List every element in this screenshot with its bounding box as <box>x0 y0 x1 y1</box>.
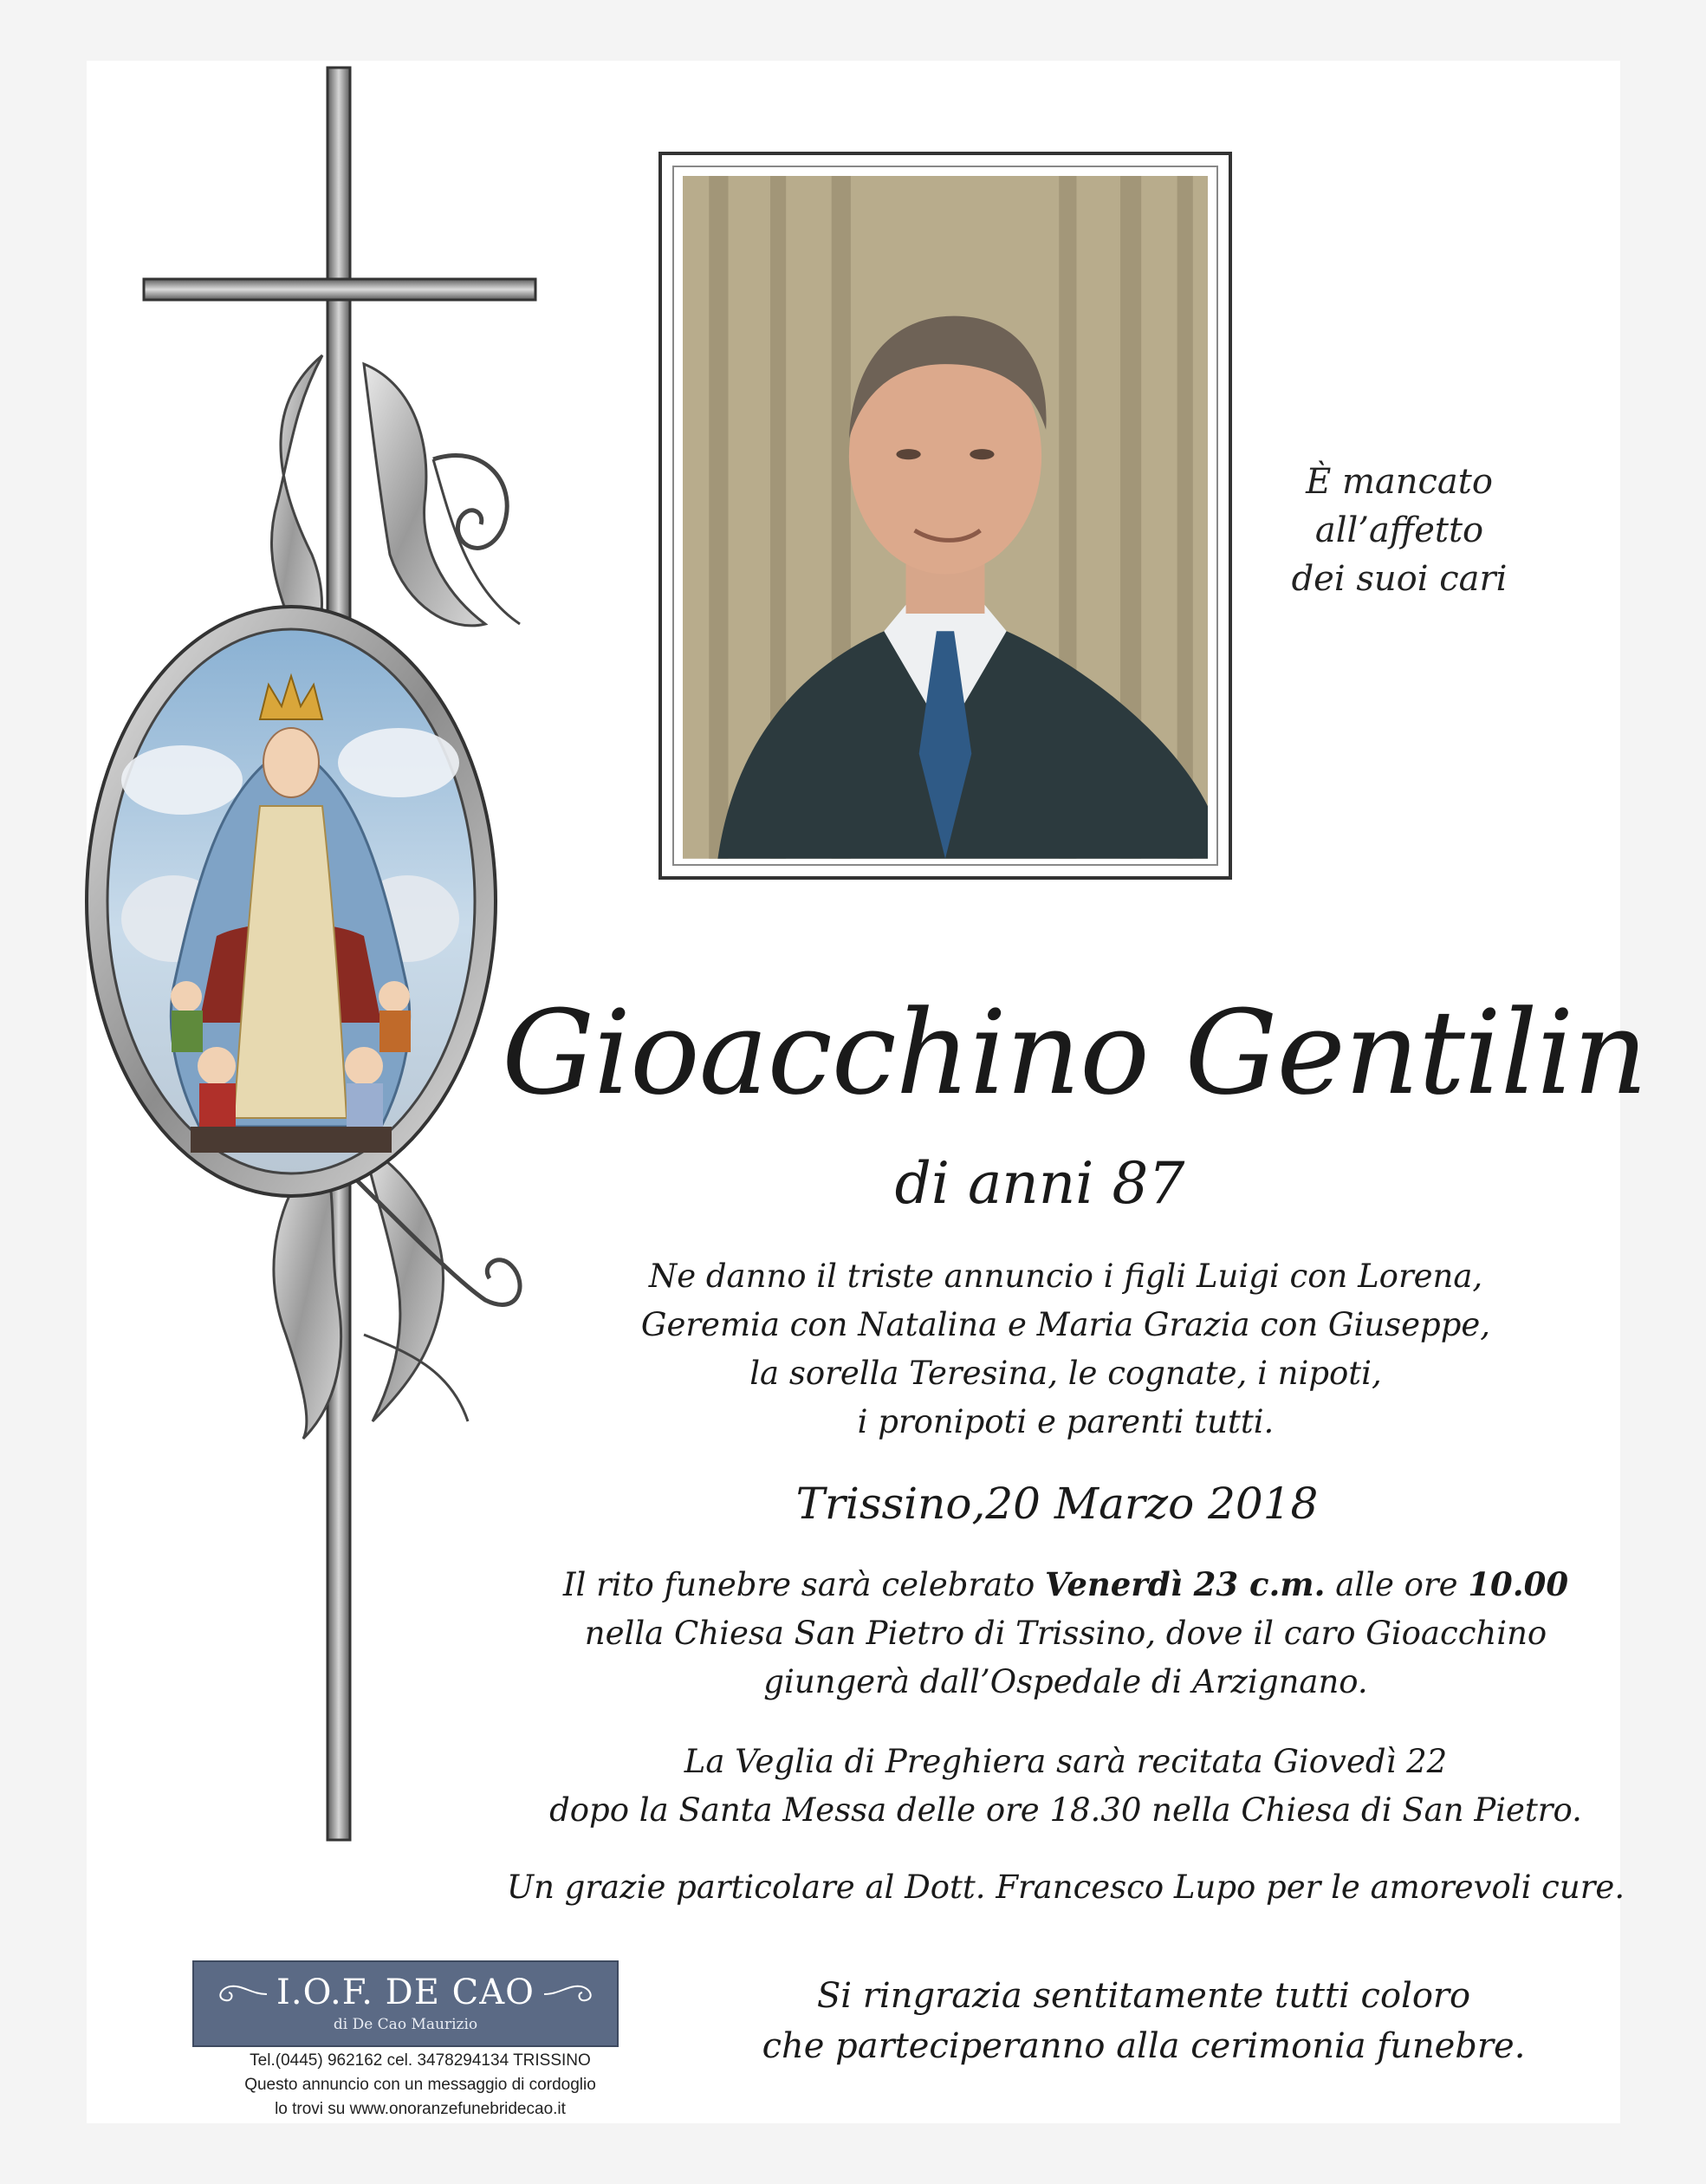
closing-line: che parteciperanno alla cerimonia funebre. <box>762 2026 1526 2066</box>
funeral-line: nella Chiesa San Pietro di Trissino, dove il caro Gioacchino <box>584 1615 1547 1652</box>
agency-contacts <box>173 2049 667 2122</box>
madonna-medallion-icon <box>87 607 496 1196</box>
portrait-photo <box>683 176 1208 859</box>
funeral-line <box>451 1560 1681 1609</box>
agency-contact-line: Tel.(0445) 962162 cel. 3478294134 TRISSINO <box>250 2051 591 2070</box>
agency-message-line: Questo annuncio con un messaggio di cordoglio <box>244 2076 596 2094</box>
closing-line: Si ringrazia sentitamente tutti coloro <box>816 1976 1471 2016</box>
funeral-text: Il rito funebre sarà celebrato <box>562 1566 1046 1603</box>
funeral-text: alle ore <box>1325 1566 1469 1603</box>
funeral-details <box>451 1560 1681 1706</box>
deceased-name: Gioacchino Gentilin <box>502 985 1647 1121</box>
agency-logo <box>192 1960 619 2047</box>
place-date: Trissino,20 Marzo 2018 <box>795 1479 1319 1529</box>
announcement-line: Geremia con Natalina e Maria Grazia con Giuseppe, <box>640 1306 1491 1343</box>
thanks-text <box>451 1863 1681 1912</box>
funeral-time: 10.00 <box>1468 1565 1569 1603</box>
portrait-inner-border <box>672 166 1218 866</box>
deceased-age: di anni 87 <box>894 1150 1185 1217</box>
vigil-line: dopo la Santa Messa delle ore 18.30 nella Chiesa di San Pietro. <box>549 1791 1582 1829</box>
vigil-details <box>451 1738 1681 1835</box>
portrait-frame <box>658 152 1232 880</box>
closing-text <box>676 1971 1612 2071</box>
side-note-line: all’affetto <box>1314 510 1484 550</box>
side-note-line: dei suoi cari <box>1291 559 1508 599</box>
announcement-line: Ne danno il triste annuncio i figli Luigi con Lorena, <box>648 1258 1483 1295</box>
agency-name: I.O.F. DE CAO <box>276 1973 535 2012</box>
agency-web-line: lo trovi su www.onoranzefunebridecao.it <box>275 2100 566 2118</box>
funeral-line: giungerà dall’Ospedale di Arzignano. <box>763 1663 1368 1700</box>
thanks-line: Un grazie particolare al Dott. Francesco Lupo per le amorevoli cure. <box>506 1869 1625 1906</box>
side-note-line: È mancato <box>1306 462 1493 502</box>
announcement-line: i pronipoti e parenti tutti. <box>857 1403 1275 1440</box>
funeral-day: Venerdì 23 c.m. <box>1045 1565 1326 1603</box>
vigil-line: La Veglia di Preghiera sarà recitata Giovedì 22 <box>684 1743 1448 1780</box>
agency-subtitle: di De Cao Maurizio <box>333 2016 478 2033</box>
announcement-line: la sorella Teresina, le cognate, i nipoti, <box>749 1355 1382 1392</box>
side-note <box>1239 458 1560 603</box>
announcement-text <box>451 1252 1681 1446</box>
